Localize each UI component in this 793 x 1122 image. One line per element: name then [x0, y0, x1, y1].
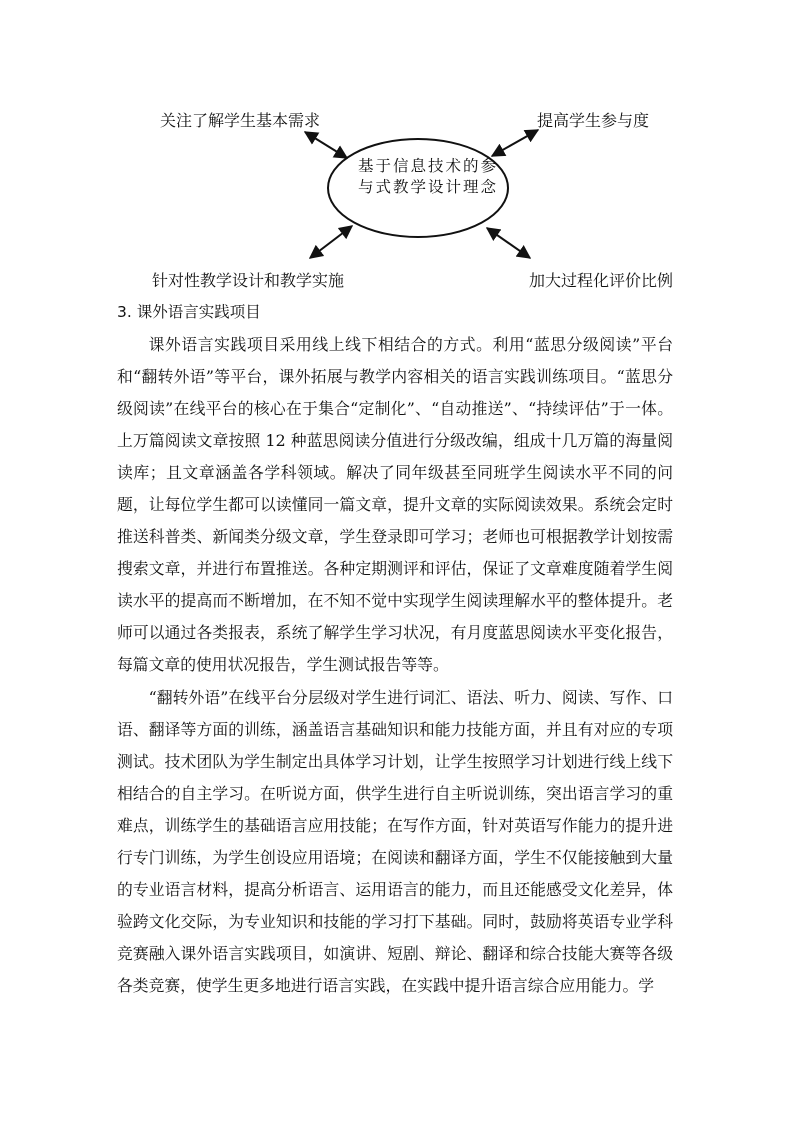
arrow-top-right: [492, 130, 538, 156]
arrow-bottom-right: [487, 228, 530, 258]
section-heading: 3. 课外语言实践项目: [117, 303, 261, 321]
concept-diagram: [0, 0, 793, 300]
paragraph-lexile: 课外语言实践项目采用线上线下相结合的方式。利用“蓝思分级阅读”平台和“翻转外语”等平台，课外拓展与教学内容相关的语言实践训练项目。“蓝思分级阅读”在线平台的核心在于集合“定制化”、“自动推送”、“持续评估”于一体。上万篇阅读文章按照 12 种蓝思阅读分值进行分级改编，组成十几万篇的海量阅读库；且文章涵盖各学科领域。解决了同年级甚至同班学生阅读水平不同的问题，让每位学生都可以读懂同一篇文章，提升文章的实际阅读效果。系统会定时推送科普类、新闻类分级文章，学生登录即可学习；老师也可根据教学计划按需搜索文章，并进行布置推送。各种定期测评和评估，保证了文章难度随着学生阅读水平的提高而不断增加，在不知不觉中实现学生阅读理解水平的整体提升。老师可以通过各类报表，系统了解学生学习状况，有月度蓝思阅读水平变化报告，每篇文章的使用状况报告，学生测试报告等等。: [117, 335, 673, 674]
center-concept-text: 基于信息技术的参与式教学设计理念: [358, 157, 499, 196]
diagram-graphics: [0, 0, 793, 300]
label-top-left: 关注了解学生基本需求: [160, 111, 321, 130]
label-bottom-left: 针对性教学设计和教学实施: [152, 271, 345, 290]
label-top-right: 提高学生参与度: [537, 111, 650, 130]
arrow-top-left: [305, 132, 347, 158]
paragraph-flipped-language: “翻转外语”在线平台分层级对学生进行词汇、语法、听力、阅读、写作、口语、翻译等方面的训练，涵盖语言基础知识和能力技能方面，并且有对应的专项测试。技术团队为学生制定出具体学习计划，让学生按照学习计划进行线上线下相结合的自主学习。在听说方面，供学生进行自主听说训练，突出语言学习的重难点，训练学生的基础语言应用技能；在写作方面，针对英语写作能力的提升进行专门训练，为学生创设应用语境；在阅读和翻译方面，学生不仅能接触到大量的专业语言材料，提高分析语言、运用语言的能力，而且还能感受文化差异，体验跨文化交际，为专业知识和技能的学习打下基础。同时，鼓励将英语专业学科竞赛融入课外语言实践项目，如演讲、短剧、辩论、翻译和综合技能大赛等各级各类竞赛，使学生更多地进行语言实践，在实践中提升语言综合应用能力。学: [117, 688, 673, 995]
label-bottom-right: 加大过程化评价比例: [529, 271, 674, 290]
arrow-bottom-left: [310, 226, 352, 258]
